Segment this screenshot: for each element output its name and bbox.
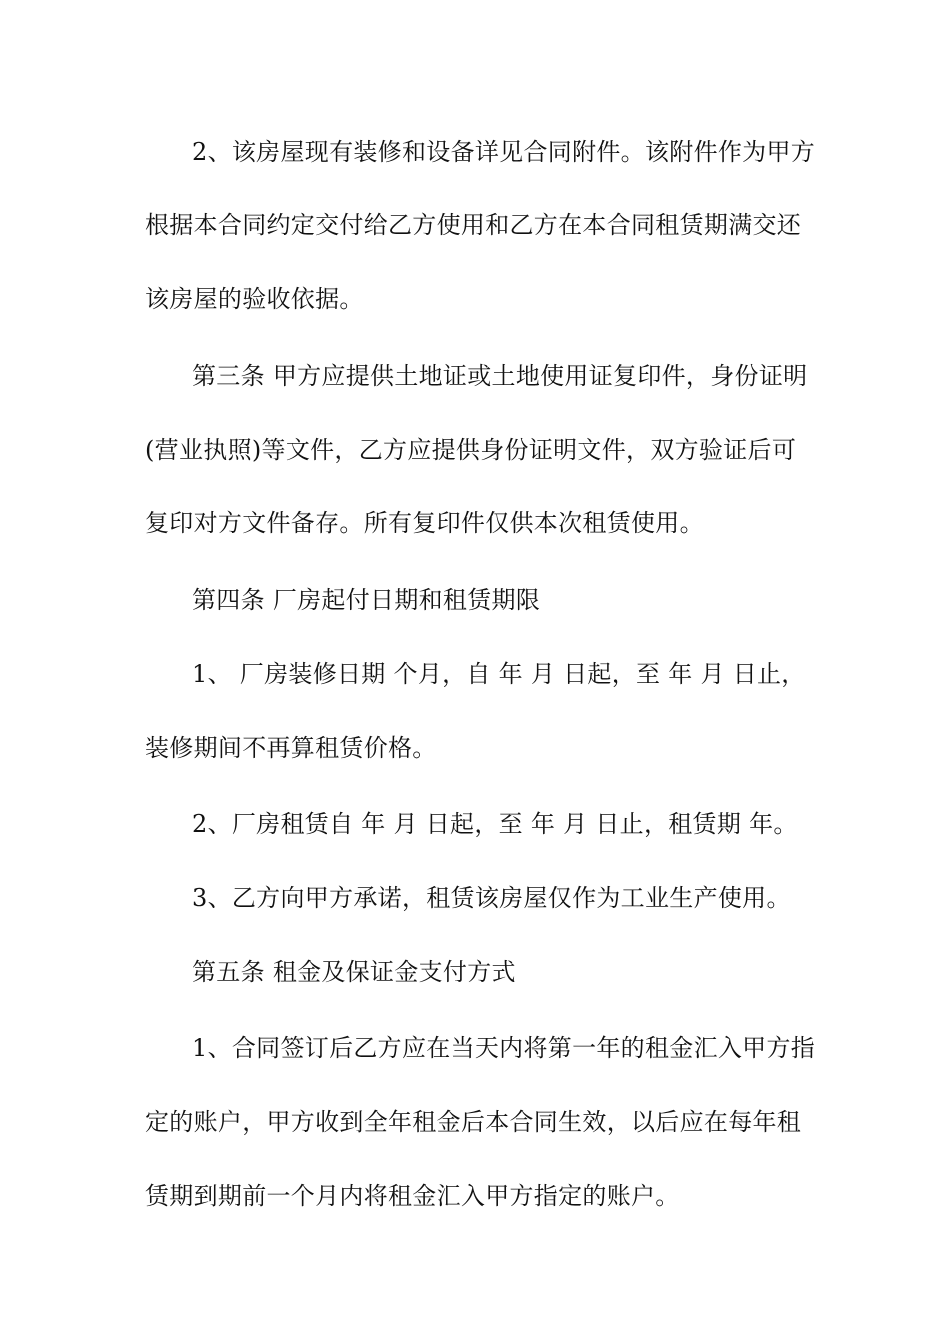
paragraph-line: 赁期到期前一个月内将租金汇入甲方指定的账户。 [145,1182,680,1210]
section-heading-line: 第三条 甲方应提供土地证或土地使用证复印件，身份证明 [192,362,808,390]
section-heading-line: 第五条 租金及保证金支付方式 [192,958,516,986]
paragraph-line: 2、厂房租赁自 年 月 日起，至 年 月 日止，租赁期 年。 [192,810,798,838]
paragraph-line: 1、 厂房装修日期 个月，自 年 月 日起，至 年 月 日止， [192,660,806,688]
paragraph-line: 3、乙方向甲方承诺，租赁该房屋仅作为工业生产使用。 [192,884,791,912]
paragraph-line: 2、该房屋现有装修和设备详见合同附件。该附件作为甲方 [192,138,816,166]
paragraph-line: 复印对方文件备存。所有复印件仅供本次租赁使用。 [145,509,704,537]
paragraph-line: 定的账户，甲方收到全年租金后本合同生效，以后应在每年租 [145,1108,802,1136]
paragraph-line: 该房屋的验收依据。 [145,285,364,313]
paragraph-line: 装修期间不再算租赁价格。 [145,734,437,762]
section-heading-line: 第四条 厂房起付日期和租赁期限 [192,586,541,614]
paragraph-line: 根据本合同约定交付给乙方使用和乙方在本合同租赁期满交还 [145,211,802,239]
paragraph-line: 1、合同签订后乙方应在当天内将第一年的租金汇入甲方指 [192,1034,816,1062]
paragraph-line: (营业执照)等文件，乙方应提供身份证明文件，双方验证后可 [145,436,797,464]
